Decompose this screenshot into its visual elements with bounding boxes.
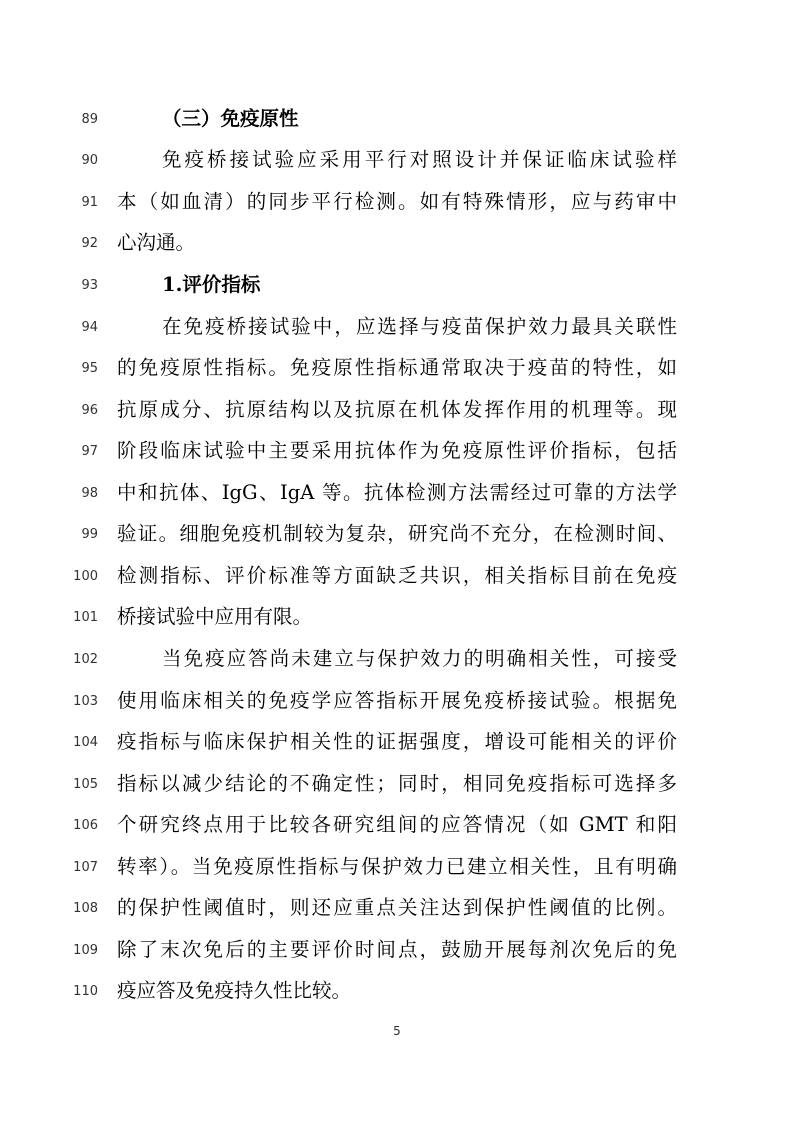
line-107 xyxy=(0,852,794,882)
line-98 xyxy=(0,478,794,508)
line-number: 107 xyxy=(73,860,98,875)
line-103 xyxy=(0,686,794,716)
line-number: 91 xyxy=(81,195,98,210)
line-94 xyxy=(0,312,794,342)
body-text: 当免疫应答尚未建立与保护效力的明确相关性，可接受 xyxy=(162,647,677,670)
line-105 xyxy=(0,769,794,799)
body-text: 的免疫原性指标。免疫原性指标通常取决于疫苗的特性，如 xyxy=(117,356,677,379)
body-text: 中和抗体、IgG、IgA 等。抗体检测方法需经过可靠的方法学 xyxy=(117,481,677,504)
page-number: 5 xyxy=(393,1024,401,1038)
line-95 xyxy=(0,353,794,383)
body-text: 免疫桥接试验应采用平行对照设计并保证临床试验样 xyxy=(162,148,677,171)
body-text: 桥接试验中应用有限。 xyxy=(117,605,313,628)
body-text: 抗原成分、抗原结构以及抗原在机体发挥作用的机理等。现 xyxy=(117,398,677,421)
line-number: 97 xyxy=(81,444,98,459)
line-number: 108 xyxy=(73,901,98,916)
line-108 xyxy=(0,893,794,923)
line-number: 109 xyxy=(73,943,98,958)
body-text: 的保护性阈值时，则还应重点关注达到保护性阈值的比例。 xyxy=(117,896,677,919)
line-number: 100 xyxy=(73,569,98,584)
body-text: 在免疫桥接试验中，应选择与疫苗保护效力最具关联性 xyxy=(162,315,677,338)
line-97 xyxy=(0,436,794,466)
body-text: 指标以减少结论的不确定性；同时，相同免疫指标可选择多 xyxy=(117,772,677,795)
subsection-heading: 1.评价指标 xyxy=(162,273,261,296)
body-text: 检测指标、评价标准等方面缺乏共识，相关指标目前在免疫 xyxy=(117,564,677,587)
body-text: 本（如血清）的同步平行检测。如有特殊情形，应与药审中 xyxy=(117,190,677,213)
line-number: 94 xyxy=(81,320,98,335)
body-text: 阶段临床试验中主要采用抗体作为免疫原性评价指标，包括 xyxy=(117,439,677,462)
body-text: 心沟通。 xyxy=(117,231,196,254)
line-number: 89 xyxy=(81,112,98,127)
body-text: 除了末次免后的主要评价时间点，鼓励开展每剂次免后的免 xyxy=(117,938,677,961)
line-102 xyxy=(0,644,794,674)
line-number: 104 xyxy=(73,735,98,750)
body-text: 使用临床相关的免疫学应答指标开展免疫桥接试验。根据免 xyxy=(117,689,677,712)
section-heading: （三）免疫原性 xyxy=(162,107,299,130)
line-number: 101 xyxy=(73,610,98,625)
line-number: 105 xyxy=(73,777,98,792)
line-89 xyxy=(0,104,794,134)
line-96 xyxy=(0,395,794,425)
line-90 xyxy=(0,145,794,175)
body-text: 转率）。当免疫原性指标与保护效力已建立相关性，且有明确 xyxy=(117,855,677,878)
line-number: 98 xyxy=(81,486,98,501)
body-text: 验证。细胞免疫机制较为复杂，研究尚不充分，在检测时间、 xyxy=(117,522,677,545)
line-number: 103 xyxy=(73,694,98,709)
line-number: 106 xyxy=(73,818,98,833)
line-93 xyxy=(0,270,794,300)
body-text: 个研究终点用于比较各研究组间的应答情况（如 GMT 和阳 xyxy=(117,813,677,836)
line-number: 110 xyxy=(73,984,98,999)
line-106 xyxy=(0,810,794,840)
body-text: 疫指标与临床保护相关性的证据强度，增设可能相关的评价 xyxy=(117,730,677,753)
line-104 xyxy=(0,727,794,757)
line-101 xyxy=(0,602,794,632)
line-99 xyxy=(0,519,794,549)
line-number: 99 xyxy=(81,527,98,542)
line-100 xyxy=(0,561,794,591)
line-91 xyxy=(0,187,794,217)
line-number: 93 xyxy=(81,278,98,293)
line-number: 96 xyxy=(81,403,98,418)
line-109 xyxy=(0,935,794,965)
line-number: 102 xyxy=(73,652,98,667)
line-92 xyxy=(0,228,794,258)
line-number: 90 xyxy=(81,153,98,168)
line-number: 95 xyxy=(81,361,98,376)
line-110 xyxy=(0,976,794,1006)
body-text: 疫应答及免疫持久性比较。 xyxy=(117,979,352,1002)
line-number: 92 xyxy=(81,236,98,251)
